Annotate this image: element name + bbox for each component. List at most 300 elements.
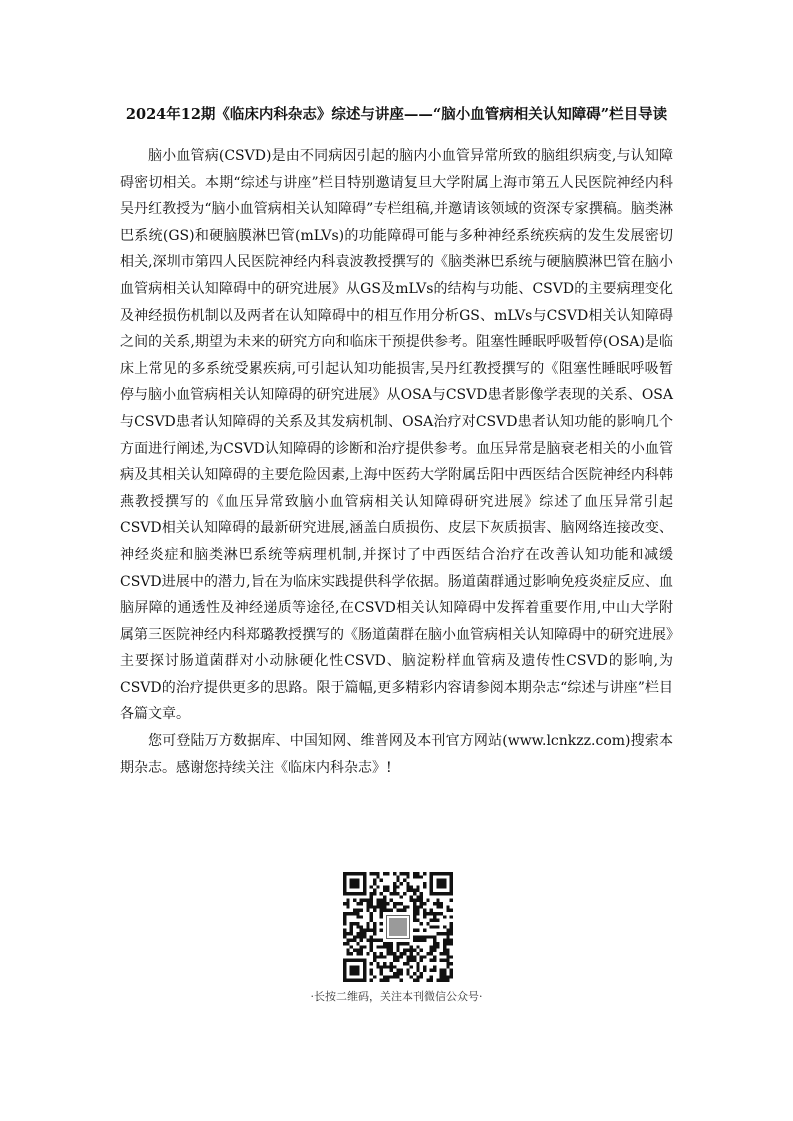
- qr-module: [356, 935, 359, 938]
- qr-module: [363, 872, 366, 875]
- qr-code[interactable]: [343, 871, 453, 983]
- qr-module: [350, 872, 353, 875]
- qr-module: [353, 879, 356, 882]
- qr-module: [343, 972, 346, 975]
- qr-module: [416, 945, 419, 948]
- qr-module: [436, 899, 439, 902]
- qr-module: [450, 915, 453, 918]
- qr-module: [443, 872, 446, 875]
- qr-module: [373, 892, 376, 895]
- qr-module: [446, 949, 449, 952]
- qr-module: [350, 952, 353, 955]
- qr-module: [376, 875, 379, 878]
- qr-module: [440, 975, 443, 978]
- qr-module: [436, 932, 439, 935]
- qr-module: [346, 942, 349, 945]
- qr-module: [370, 905, 373, 908]
- qr-module: [416, 935, 419, 938]
- qr-module: [446, 942, 449, 945]
- qr-module: [446, 872, 449, 875]
- qr-module: [446, 932, 449, 935]
- qr-module: [400, 955, 403, 958]
- qr-module: [386, 909, 389, 912]
- qr-module: [446, 975, 449, 978]
- qr-module: [383, 955, 386, 958]
- qr-module: [356, 915, 359, 918]
- qr-module: [386, 945, 389, 948]
- qr-module: [373, 939, 376, 942]
- qr-module: [373, 879, 376, 882]
- qr-module: [423, 969, 426, 972]
- qr-module: [416, 899, 419, 902]
- qr-module: [450, 909, 453, 912]
- qr-module: [406, 885, 409, 888]
- qr-module: [366, 925, 369, 928]
- qr-module: [430, 969, 433, 972]
- qr-module: [343, 902, 346, 905]
- qr-module: [410, 885, 413, 888]
- qr-module: [353, 965, 356, 968]
- qr-module: [363, 885, 366, 888]
- qr-module: [376, 872, 379, 875]
- qr-module: [370, 899, 373, 902]
- qr-module: [426, 899, 429, 902]
- qr-module: [356, 965, 359, 968]
- qr-module: [366, 905, 369, 908]
- qr-module: [393, 965, 396, 968]
- qr-module: [343, 915, 346, 918]
- qr-module: [350, 925, 353, 928]
- qr-module: [440, 952, 443, 955]
- qr-module: [446, 935, 449, 938]
- qr-module: [373, 909, 376, 912]
- qr-module: [443, 892, 446, 895]
- qr-module: [416, 952, 419, 955]
- qr-module: [376, 939, 379, 942]
- qr-module: [426, 952, 429, 955]
- qr-module: [380, 955, 383, 958]
- qr-module: [343, 882, 346, 885]
- qr-module: [413, 872, 416, 875]
- qr-module: [440, 905, 443, 908]
- qr-module: [350, 912, 353, 915]
- qr-module: [423, 955, 426, 958]
- qr-module: [423, 902, 426, 905]
- qr-module: [420, 905, 423, 908]
- qr-module: [446, 939, 449, 942]
- qr-module: [356, 902, 359, 905]
- qr-module: [400, 872, 403, 875]
- qr-module: [346, 892, 349, 895]
- qr-module: [383, 885, 386, 888]
- qr-module: [346, 912, 349, 915]
- qr-module: [373, 952, 376, 955]
- qr-module: [353, 892, 356, 895]
- qr-module: [403, 952, 406, 955]
- qr-module: [376, 899, 379, 902]
- qr-module: [356, 952, 359, 955]
- qr-module: [343, 935, 346, 938]
- qr-module: [396, 959, 399, 962]
- qr-module: [396, 875, 399, 878]
- qr-module: [343, 965, 346, 968]
- qr-module: [420, 892, 423, 895]
- qr-module: [403, 909, 406, 912]
- qr-module: [436, 885, 439, 888]
- qr-module: [386, 889, 389, 892]
- qr-module: [373, 925, 376, 928]
- qr-module: [356, 972, 359, 975]
- qr-module: [353, 935, 356, 938]
- qr-module: [346, 939, 349, 942]
- qr-module: [343, 932, 346, 935]
- qr-module: [350, 932, 353, 935]
- qr-module: [413, 979, 416, 982]
- qr-module: [433, 949, 436, 952]
- qr-module: [363, 882, 366, 885]
- qr-module: [430, 945, 433, 948]
- qr-module: [410, 955, 413, 958]
- qr-module: [396, 942, 399, 945]
- qr-module: [373, 889, 376, 892]
- qr-module: [346, 959, 349, 962]
- qr-module: [433, 872, 436, 875]
- qr-module: [393, 882, 396, 885]
- qr-module: [436, 925, 439, 928]
- qr-module: [396, 975, 399, 978]
- qr-module: [416, 979, 419, 982]
- qr-caption: ·长按二维码，关注本刊微信公众号·: [310, 990, 483, 1003]
- qr-module: [400, 909, 403, 912]
- qr-module: [446, 905, 449, 908]
- qr-module: [400, 952, 403, 955]
- qr-module: [446, 892, 449, 895]
- qr-module: [450, 925, 453, 928]
- qr-module: [370, 915, 373, 918]
- qr-module: [420, 895, 423, 898]
- qr-module: [403, 962, 406, 965]
- qr-module: [383, 975, 386, 978]
- qr-module: [446, 909, 449, 912]
- qr-module: [343, 879, 346, 882]
- qr-module: [450, 892, 453, 895]
- qr-module: [416, 909, 419, 912]
- qr-module: [433, 919, 436, 922]
- qr-module: [370, 912, 373, 915]
- qr-module: [446, 929, 449, 932]
- qr-module: [383, 872, 386, 875]
- qr-module: [423, 965, 426, 968]
- qr-module: [446, 959, 449, 962]
- qr-module: [430, 892, 433, 895]
- qr-module: [430, 875, 433, 878]
- qr-module: [366, 909, 369, 912]
- qr-module: [436, 942, 439, 945]
- qr-module: [373, 959, 376, 962]
- qr-module: [353, 899, 356, 902]
- qr-module: [390, 909, 393, 912]
- qr-module: [346, 905, 349, 908]
- qr-module: [443, 879, 446, 882]
- qr-module: [396, 879, 399, 882]
- qr-module: [406, 875, 409, 878]
- qr-module: [380, 912, 383, 915]
- qr-module: [406, 905, 409, 908]
- qr-module: [413, 899, 416, 902]
- qr-module: [433, 915, 436, 918]
- qr-module: [360, 872, 363, 875]
- qr-module: [450, 972, 453, 975]
- qr-module: [376, 965, 379, 968]
- qr-module: [353, 872, 356, 875]
- qr-module: [443, 945, 446, 948]
- qr-module: [350, 972, 353, 975]
- qr-module: [436, 892, 439, 895]
- qr-module: [373, 932, 376, 935]
- qr-module: [363, 972, 366, 975]
- page-title: 2024年12期《临床内科杂志》综述与讲座——“脑小血管病相关认知障碍”栏目导读: [125, 106, 668, 123]
- qr-module: [433, 939, 436, 942]
- qr-module: [450, 922, 453, 925]
- qr-module: [436, 905, 439, 908]
- qr-module: [443, 959, 446, 962]
- qr-module: [363, 932, 366, 935]
- qr-module: [380, 899, 383, 902]
- qr-module: [436, 945, 439, 948]
- qr-module: [360, 899, 363, 902]
- qr-module: [416, 969, 419, 972]
- qr-module: [436, 979, 439, 982]
- qr-module: [353, 909, 356, 912]
- qr-module: [380, 929, 383, 932]
- qr-module: [433, 925, 436, 928]
- qr-module: [386, 979, 389, 982]
- qr-module: [380, 905, 383, 908]
- qr-module: [433, 942, 436, 945]
- qr-module: [360, 915, 363, 918]
- qr-module: [370, 969, 373, 972]
- qr-module: [370, 919, 373, 922]
- qr-module: [430, 959, 433, 962]
- qr-module: [363, 935, 366, 938]
- qr-module: [356, 942, 359, 945]
- qr-module: [343, 892, 346, 895]
- qr-module: [420, 922, 423, 925]
- qr-module: [443, 972, 446, 975]
- qr-module: [423, 929, 426, 932]
- qr-module: [443, 942, 446, 945]
- qr-module: [363, 962, 366, 965]
- qr-module: [410, 945, 413, 948]
- qr-module: [360, 935, 363, 938]
- qr-module: [433, 935, 436, 938]
- qr-module: [386, 965, 389, 968]
- qr-module: [416, 975, 419, 978]
- qr-module: [403, 905, 406, 908]
- qr-module: [443, 952, 446, 955]
- qr-module: [360, 932, 363, 935]
- qr-module: [376, 905, 379, 908]
- qr-module: [360, 979, 363, 982]
- qr-module: [353, 882, 356, 885]
- qr-module: [400, 895, 403, 898]
- qr-module: [450, 929, 453, 932]
- qr-module: [356, 925, 359, 928]
- qr-module: [360, 952, 363, 955]
- qr-module: [416, 889, 419, 892]
- qr-module: [373, 975, 376, 978]
- qr-module: [436, 902, 439, 905]
- qr-module: [400, 972, 403, 975]
- qr-module: [393, 892, 396, 895]
- qr-module: [450, 969, 453, 972]
- qr-module: [426, 935, 429, 938]
- qr-module: [386, 975, 389, 978]
- qr-module: [386, 952, 389, 955]
- qr-module: [373, 882, 376, 885]
- qr-module: [393, 975, 396, 978]
- qr-module: [416, 895, 419, 898]
- qr-module: [393, 872, 396, 875]
- qr-module: [420, 955, 423, 958]
- qr-module: [420, 899, 423, 902]
- qr-module: [443, 932, 446, 935]
- qr-module: [383, 962, 386, 965]
- qr-module: [360, 959, 363, 962]
- qr-module: [370, 895, 373, 898]
- qr-module: [393, 955, 396, 958]
- qr-module: [366, 899, 369, 902]
- qr-module: [436, 879, 439, 882]
- qr-module: [350, 892, 353, 895]
- qr-module: [396, 969, 399, 972]
- qr-module: [446, 952, 449, 955]
- qr-module: [450, 962, 453, 965]
- qr-module: [383, 942, 386, 945]
- qr-module: [420, 939, 423, 942]
- qr-module: [363, 879, 366, 882]
- qr-module: [413, 935, 416, 938]
- qr-module: [360, 902, 363, 905]
- qr-module: [363, 969, 366, 972]
- qr-module: [353, 979, 356, 982]
- qr-module: [363, 875, 366, 878]
- qr-module: [343, 919, 346, 922]
- qr-module: [416, 875, 419, 878]
- qr-module: [386, 885, 389, 888]
- qr-module: [343, 979, 346, 982]
- qr-module: [383, 945, 386, 948]
- qr-module: [400, 882, 403, 885]
- qr-module: [386, 949, 389, 952]
- qr-module: [423, 885, 426, 888]
- qr-module: [450, 885, 453, 888]
- qr-module: [343, 875, 346, 878]
- qr-module: [416, 962, 419, 965]
- qr-module: [446, 965, 449, 968]
- qr-module: [350, 979, 353, 982]
- qr-module: [416, 939, 419, 942]
- qr-module: [370, 945, 373, 948]
- qr-module: [430, 975, 433, 978]
- qr-module: [343, 942, 346, 945]
- qr-module: [400, 969, 403, 972]
- qr-module: [430, 889, 433, 892]
- qr-module: [406, 962, 409, 965]
- qr-module: [393, 885, 396, 888]
- qr-module: [406, 969, 409, 972]
- qr-module: [383, 965, 386, 968]
- qr-module: [443, 949, 446, 952]
- qr-module: [380, 922, 383, 925]
- qr-module: [440, 892, 443, 895]
- qr-module: [390, 952, 393, 955]
- qr-module: [383, 979, 386, 982]
- qr-module: [373, 955, 376, 958]
- qr-module: [370, 935, 373, 938]
- qr-module: [376, 902, 379, 905]
- qr-module: [413, 889, 416, 892]
- qr-module: [406, 889, 409, 892]
- qr-module: [396, 955, 399, 958]
- qr-module: [403, 892, 406, 895]
- qr-module: [373, 905, 376, 908]
- qr-module: [363, 979, 366, 982]
- qr-module: [396, 892, 399, 895]
- qr-module: [416, 912, 419, 915]
- qr-module: [436, 919, 439, 922]
- qr-module: [380, 945, 383, 948]
- qr-module: [356, 979, 359, 982]
- qr-module: [370, 972, 373, 975]
- qr-module: [446, 955, 449, 958]
- qr-module: [350, 965, 353, 968]
- qr-module: [350, 945, 353, 948]
- qr-module: [390, 962, 393, 965]
- qr-module: [440, 979, 443, 982]
- qr-module: [443, 885, 446, 888]
- qr-module: [366, 939, 369, 942]
- qr-module: [363, 965, 366, 968]
- qr-module: [406, 942, 409, 945]
- qr-module: [433, 969, 436, 972]
- qr-module: [450, 942, 453, 945]
- qr-module: [363, 892, 366, 895]
- qr-module: [410, 899, 413, 902]
- qr-module: [413, 912, 416, 915]
- qr-module: [440, 972, 443, 975]
- qr-module: [393, 902, 396, 905]
- qr-module: [423, 912, 426, 915]
- qr-module: [353, 885, 356, 888]
- qr-module: [353, 912, 356, 915]
- qr-module: [436, 912, 439, 915]
- qr-module: [450, 955, 453, 958]
- qr-module: [366, 902, 369, 905]
- qr-module: [420, 949, 423, 952]
- qr-module: [343, 885, 346, 888]
- qr-module: [363, 929, 366, 932]
- qr-module: [440, 902, 443, 905]
- qr-module: [430, 935, 433, 938]
- qr-module: [450, 875, 453, 878]
- qr-module: [370, 962, 373, 965]
- qr-module: [416, 872, 419, 875]
- qr-module: [413, 972, 416, 975]
- qr-module: [423, 915, 426, 918]
- qr-module: [350, 879, 353, 882]
- qr-module: [396, 949, 399, 952]
